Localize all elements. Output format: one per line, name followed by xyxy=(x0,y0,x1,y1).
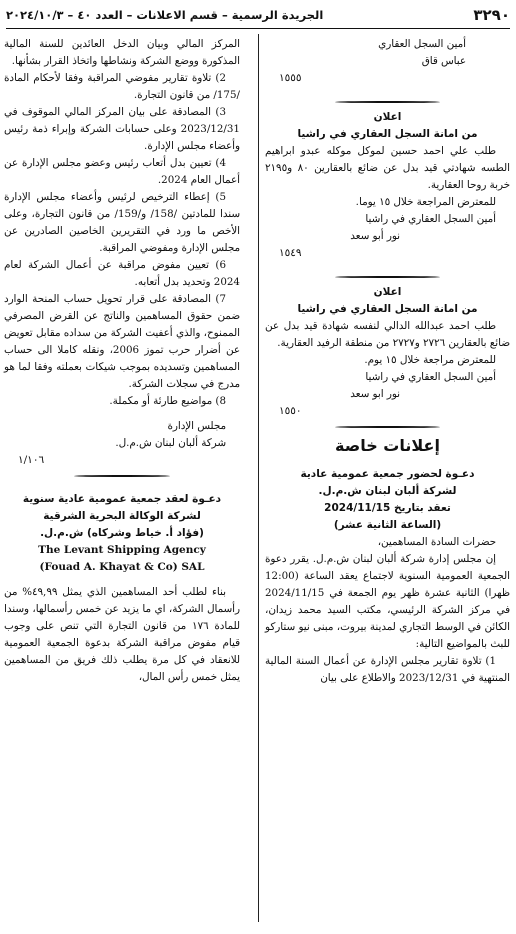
signature-name: شركة ألبان لبنان ش.م.ل. xyxy=(115,437,226,449)
gazette-title: الجريدة الرسمية – قسم الاعلانات – العدد ٤٠ – ٢٠٢٤/١٠/٣ xyxy=(6,8,324,22)
notice-body: طلب علي احمد حسين لموكل موكله عبدو ابراهيم الطسه شهادتي قيد بدل عن ضائع بالعقارين ٨٠ و٢١٩٥ خربة روحا العقارية. xyxy=(265,145,511,191)
left-column xyxy=(4,36,240,686)
agenda-continuation: المركز المالي وبيان الدخل العائدين للسنة المالية المذكورة ووضع الشركة ونشاطها واتخاذ القرار بشأنها. xyxy=(4,38,240,67)
notice-body: طلب احمد عبدالله الدالي لنفسه شهادة قيد بدل عن ضائع بالعقارين ٢٧٢٦ و٢٧٢٧ من منطقة الرفيد العقارية. xyxy=(265,320,510,349)
agenda-item: 1) تلاوة تقارير مجلس الإدارة عن أعمال السنة المالية المنتهية في 2023/12/31 والاطلاع على بيان xyxy=(265,655,510,684)
notice-number: ١٥٥٥ xyxy=(279,72,302,84)
signature-name: نور ابو سعد xyxy=(350,388,400,400)
invitation-title: دعـوة لحضور جمعية عمومية عادية xyxy=(300,468,475,480)
agenda-item: 4) تعيين بدل أتعاب رئيس وعضو مجلس الإدارة عن أعمال العام 2024. xyxy=(4,157,240,186)
signature-title: مجلس الإدارة xyxy=(167,420,226,432)
signature-title: أمين السجل العقاري في راشيا xyxy=(365,371,496,383)
separator xyxy=(265,95,510,109)
agenda-item: 7) المصادقة على قرار تحويل حساب المنحة الوارد ضمن حقوق المساهمين والناتج عن القرض المصرفي الممنوح، والذي أعفيت الشركة من سداده مقابل تعويض عن أضرار حرب تموز 2006، ونقله كاملا الى حساب المساهمين وتسديده بموجب شيكات بعملته وفقا لما هو مدرج في سجلات الشركة. xyxy=(4,293,240,390)
invitation-company-latin: The Levant Shipping Agency xyxy=(38,544,206,556)
column-divider xyxy=(258,34,259,922)
notice-number: ١٥٤٩ xyxy=(279,247,302,259)
right-column xyxy=(265,36,510,687)
signature-name: عباس قاق xyxy=(421,55,466,67)
invitation-body: بناء لطلب أحد المساهمين الذي يمثل ٤٩,٩٩% من رأسمال الشركة، اي ما يزيد عن خمس رأسمالها، وسندا للمادة ١٧٦ من قانون التجارة التي تنص على وجوب قيام مفوض مراقبة الشركة بدعوة الجمعية العمومية للانعقاد في كل مرة يطلب ذلك فريق من المساهمين يمثل خمس رأس المال، xyxy=(4,586,241,683)
notice-heading: اعلان xyxy=(373,111,402,123)
agenda-item: 5) إعطاء الترخيص لرئيس وأعضاء مجلس الإدارة سندا للمادتين /158/ و/159/ من قانون التجارة، وعلى الأخص ما ورد في التقريرين الخاصين الصادرين عن مجلس الإدارة ومفوضي المراقبة. xyxy=(4,191,240,254)
invitation-company-latin-sub: (Fouad A. Khayat & Co) SAL xyxy=(39,561,205,573)
header-rule xyxy=(6,28,510,29)
signature-title: أمين السجل العقاري في راشيا xyxy=(365,213,496,225)
invitation-company: لشركة ألبان لبنان ش.م.ل. xyxy=(318,485,457,497)
invitation-date: تعقد بتاريخ 2024/11/15 xyxy=(324,502,451,514)
invitation-time: (الساعة الثانية عشر) xyxy=(333,519,442,531)
invitation-company-partners: (فؤاد أ. خياط وشركاه) ش.م.ل. xyxy=(40,527,204,539)
invitation-company: لشركة الوكالة البحرية الشرقية xyxy=(43,510,201,522)
section-title: إعلانات خاصة xyxy=(335,436,440,455)
notice-subheading: من امانة السجل العقاري في راشيا xyxy=(297,303,478,315)
notice-number: ١/١٠٦ xyxy=(18,454,45,466)
agenda-item: 3) المصادقة على بيان المركز المالي الموقوف في 2023/12/31 وعلى حسابات الشركة وإبراء ذمة رئيس وأعضاء مجلس الإدارة. xyxy=(4,106,240,152)
signature-name: نور أبو سعد xyxy=(350,230,400,242)
separator xyxy=(265,420,510,434)
separator xyxy=(4,469,240,483)
page-number: ٣٢٩٠ xyxy=(473,6,510,24)
page-header xyxy=(6,4,510,26)
invitation-body: إن مجلس إدارة شركة ألبان لبنان ش.م.ل. يقرر دعوة الجمعية العمومية السنوية لاجتماع يعقد الساعة (12:00 ظهرا) الثانية عشرة ظهر يوم الجمعة في 2024/11/15 في مركز الشركة الرئيسي، مكتب السيد محمد زيدان، الكائن في الوسط التجاري لمدينة بيروت، مبنى نيو ستاركو للبث بالمواضيع التالية: xyxy=(265,553,510,650)
agenda-item: 8) مواضيع طارئة أو مكملة. xyxy=(109,395,226,407)
notice-heading: اعلان xyxy=(373,286,402,298)
notice-subheading: من امانة السجل العقاري في راشيا xyxy=(297,128,478,140)
agenda-item: 6) تعيين مفوض مراقبة عن أعمال الشركة لعام 2024 وتحديد بدل أتعابه. xyxy=(4,259,240,288)
notice-number: ١٥٥٠ xyxy=(279,405,302,417)
agenda-item: 2) تلاوة تقارير مفوضي المراقبة وفقا لأحكام المادة /175/ من قانون التجارة. xyxy=(4,72,240,101)
invitation-greeting: حضرات السادة المساهمين، xyxy=(377,536,496,548)
separator xyxy=(265,270,510,284)
signature-title: أمين السجل العقاري xyxy=(378,38,466,50)
notice-objection: للمعترض مراجعة خلال ١٥ يوم. xyxy=(364,354,496,366)
notice-objection: للمعترض المراجعة خلال ١٥ يوما. xyxy=(355,196,496,208)
invitation-title: دعـوة لعقد جمعية عمومية عادية سنوية xyxy=(22,493,222,505)
